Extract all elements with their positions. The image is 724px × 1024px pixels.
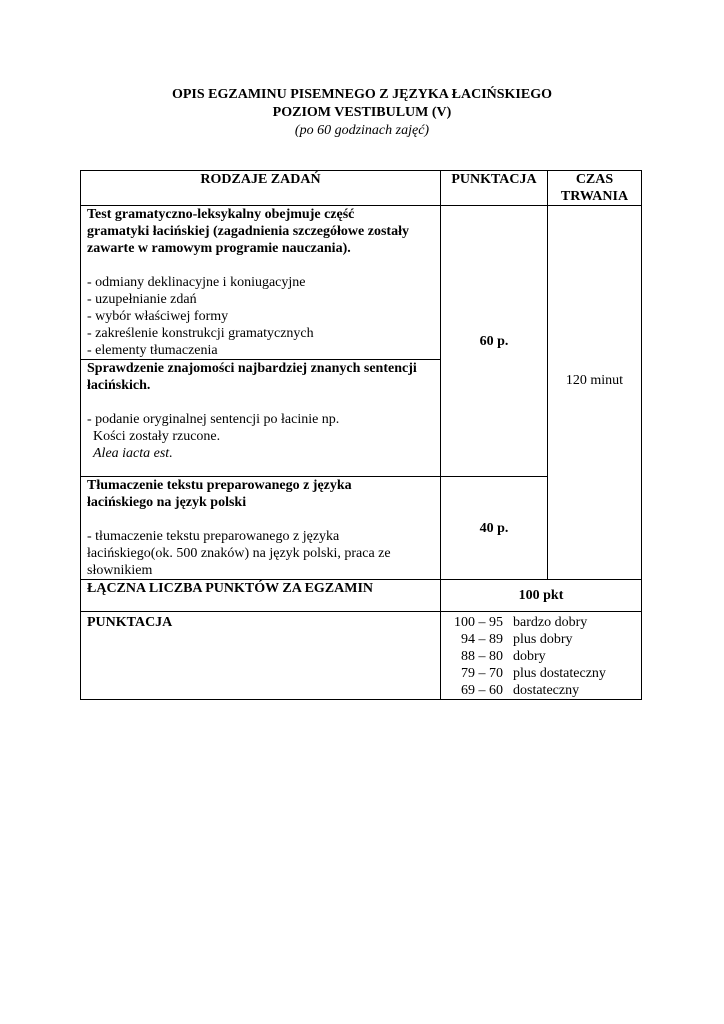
points-task-3: 40 p. xyxy=(441,477,548,580)
scale-range: 79 – 70 xyxy=(461,666,503,681)
document-header xyxy=(0,86,724,140)
col-header-duration-line2: TRWANIA xyxy=(560,189,629,204)
col-header-duration xyxy=(548,171,642,206)
scale-grade: plus dobry xyxy=(513,632,573,647)
total-label: ŁĄCZNA LICZBA PUNKTÓW ZA EGZAMIN xyxy=(81,580,441,612)
task2-title-line1: Sprawdzenie znajomości najbardziej znanych sentencji xyxy=(87,361,417,376)
task1-cell xyxy=(81,206,441,360)
scale-grade: plus dostateczny xyxy=(513,666,606,681)
title-line-2: POZIOM VESTIBULUM (V) xyxy=(272,105,452,120)
title-line-1: OPIS EGZAMINU PISEMNEGO Z JĘZYKA ŁACIŃSKIEGO xyxy=(171,87,552,102)
list-item: - uzupełnianie zdań xyxy=(87,292,197,307)
task3-cell xyxy=(81,477,441,580)
list-item: słownikiem xyxy=(87,563,153,578)
list-item: - zakreślenie konstrukcji gramatycznych xyxy=(87,326,314,341)
grading-scale xyxy=(441,612,642,700)
scale-range: 94 – 89 xyxy=(461,632,503,647)
list-item: - tłumaczenie tekstu preparowanego z języka xyxy=(87,529,340,544)
list-item: - elementy tłumaczenia xyxy=(87,343,218,358)
scale-row xyxy=(447,665,635,682)
scale-row xyxy=(447,648,635,665)
exam-table xyxy=(80,170,642,700)
duration-cell: 120 minut xyxy=(548,206,642,580)
table-row-total xyxy=(81,580,642,612)
list-item: - podanie oryginalnej sentencji po łacinie np. xyxy=(87,412,340,427)
scale-grade: dostateczny xyxy=(513,683,580,698)
col-header-duration-line1: CZAS xyxy=(575,172,614,187)
scale-range: 88 – 80 xyxy=(461,649,503,664)
task1-title-line3: zawarte w ramowym programie nauczania). xyxy=(87,241,351,256)
col-header-points: PUNKTACJA xyxy=(441,171,548,206)
scale-range: 69 – 60 xyxy=(461,683,503,698)
total-value: 100 pkt xyxy=(441,580,642,612)
example-polish: Kości zostały rzucone. xyxy=(93,429,221,444)
scale-grade: bardzo dobry xyxy=(513,615,588,630)
list-item: - odmiany deklinacyjne i koniugacyjne xyxy=(87,275,306,290)
list-item: - wybór właściwej formy xyxy=(87,309,229,324)
task3-title-line2: łacińskiego na język polski xyxy=(87,495,247,510)
points-tasks-1-2: 60 p. xyxy=(441,206,548,477)
scale-label: PUNKTACJA xyxy=(81,612,441,700)
task1-title-line2: gramatyki łacińskiej (zagadnienia szczegółowe zostały xyxy=(87,224,409,239)
scale-row xyxy=(447,631,635,648)
scale-range: 100 – 95 xyxy=(454,615,503,630)
list-item: łacińskiego(ok. 500 znaków) na język polski, praca ze xyxy=(87,546,391,561)
task2-cell xyxy=(81,360,441,477)
scale-grade: dobry xyxy=(513,649,546,664)
task3-title-line1: Tłumaczenie tekstu preparowanego z języka xyxy=(87,478,352,493)
scale-row xyxy=(447,614,635,631)
col-header-tasks: RODZAJE ZADAŃ xyxy=(81,171,441,206)
table-row-scale xyxy=(81,612,642,700)
table-header-row xyxy=(81,171,642,206)
task1-title-line1: Test gramatyczno-leksykalny obejmuje część xyxy=(87,207,355,222)
subtitle: (po 60 godzinach zajęć) xyxy=(294,123,430,138)
table-row-task1 xyxy=(81,206,642,360)
scale-row xyxy=(447,682,635,699)
example-latin: Alea iacta est. xyxy=(93,446,173,461)
task2-title-line2: łacińskich. xyxy=(87,378,151,393)
